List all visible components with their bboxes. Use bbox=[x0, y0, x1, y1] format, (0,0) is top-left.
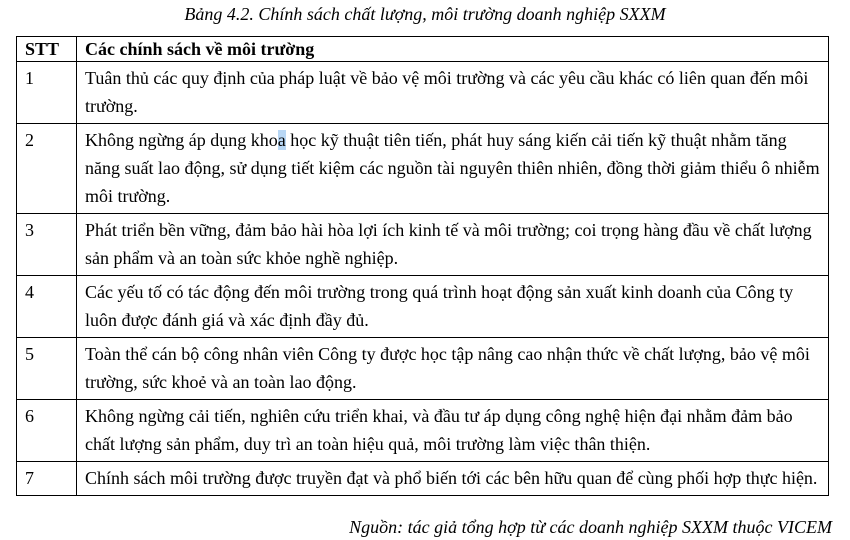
policy-text[interactable]: Các yếu tố có tác động đến môi trường trong quá trình hoạt động sản xuất kinh doanh của Công ty luôn được đánh giá và xác định đầy đủ. bbox=[77, 276, 829, 338]
policy-table bbox=[16, 36, 829, 496]
table-caption: Bảng 4.2. Chính sách chất lượng, môi trường doanh nghiệp SXXM bbox=[184, 4, 666, 24]
table-header-row bbox=[17, 37, 829, 62]
row-number: 5 bbox=[17, 338, 77, 400]
row-number: 7 bbox=[17, 462, 77, 496]
source-note: Nguồn: tác giả tổng hợp từ các doanh nghiệp SXXM thuộc VICEM bbox=[349, 517, 832, 537]
row-number: 3 bbox=[17, 214, 77, 276]
row-number: 2 bbox=[17, 124, 77, 214]
text-selection-highlight[interactable]: a bbox=[277, 130, 286, 150]
table-row bbox=[17, 214, 829, 276]
table-row bbox=[17, 400, 829, 462]
row-number: 6 bbox=[17, 400, 77, 462]
table-row bbox=[17, 62, 829, 124]
header-stt: STT bbox=[17, 37, 77, 62]
table-row bbox=[17, 462, 829, 496]
table-row bbox=[17, 338, 829, 400]
policy-text[interactable]: Phát triển bền vững, đảm bảo hài hòa lợi ích kinh tế và môi trường; coi trọng hàng đầu về chất lượng sản phẩm và an toàn sức khỏe nghề nghiệp. bbox=[77, 214, 829, 276]
header-policy: Các chính sách về môi trường bbox=[77, 37, 829, 62]
policy-text-before-selection[interactable]: Không ngừng áp dụng kho bbox=[85, 130, 278, 150]
policy-text[interactable]: Toàn thể cán bộ công nhân viên Công ty được học tập nâng cao nhận thức về chất lượng, bảo vệ môi trường, sức khoẻ và an toàn lao động. bbox=[77, 338, 829, 400]
policy-text-after-selection[interactable]: học kỹ thuật tiên tiến, phát huy sáng kiến cải tiến kỹ thuật nhằm tăng năng suất lao động, sử dụng tiết kiệm các nguồn tài nguyên thiên nhiên, đồng thời giảm thiểu ô nhiễm môi trường. bbox=[85, 130, 820, 206]
policy-text[interactable]: Không ngừng cải tiến, nghiên cứu triển khai, và đầu tư áp dụng công nghệ hiện đại nhằm đảm bảo chất lượng sản phẩm, duy trì an toàn hiệu quả, môi trường làm việc thân thiện. bbox=[77, 400, 829, 462]
table-row bbox=[17, 276, 829, 338]
row-number: 4 bbox=[17, 276, 77, 338]
policy-text[interactable]: Chính sách môi trường được truyền đạt và phổ biến tới các bên hữu quan để cùng phối hợp thực hiện. bbox=[77, 462, 829, 496]
policy-text[interactable] bbox=[77, 124, 829, 214]
row-number: 1 bbox=[17, 62, 77, 124]
table-row bbox=[17, 124, 829, 214]
policy-text[interactable]: Tuân thủ các quy định của pháp luật về bảo vệ môi trường và các yêu cầu khác có liên quan đến môi trường. bbox=[77, 62, 829, 124]
